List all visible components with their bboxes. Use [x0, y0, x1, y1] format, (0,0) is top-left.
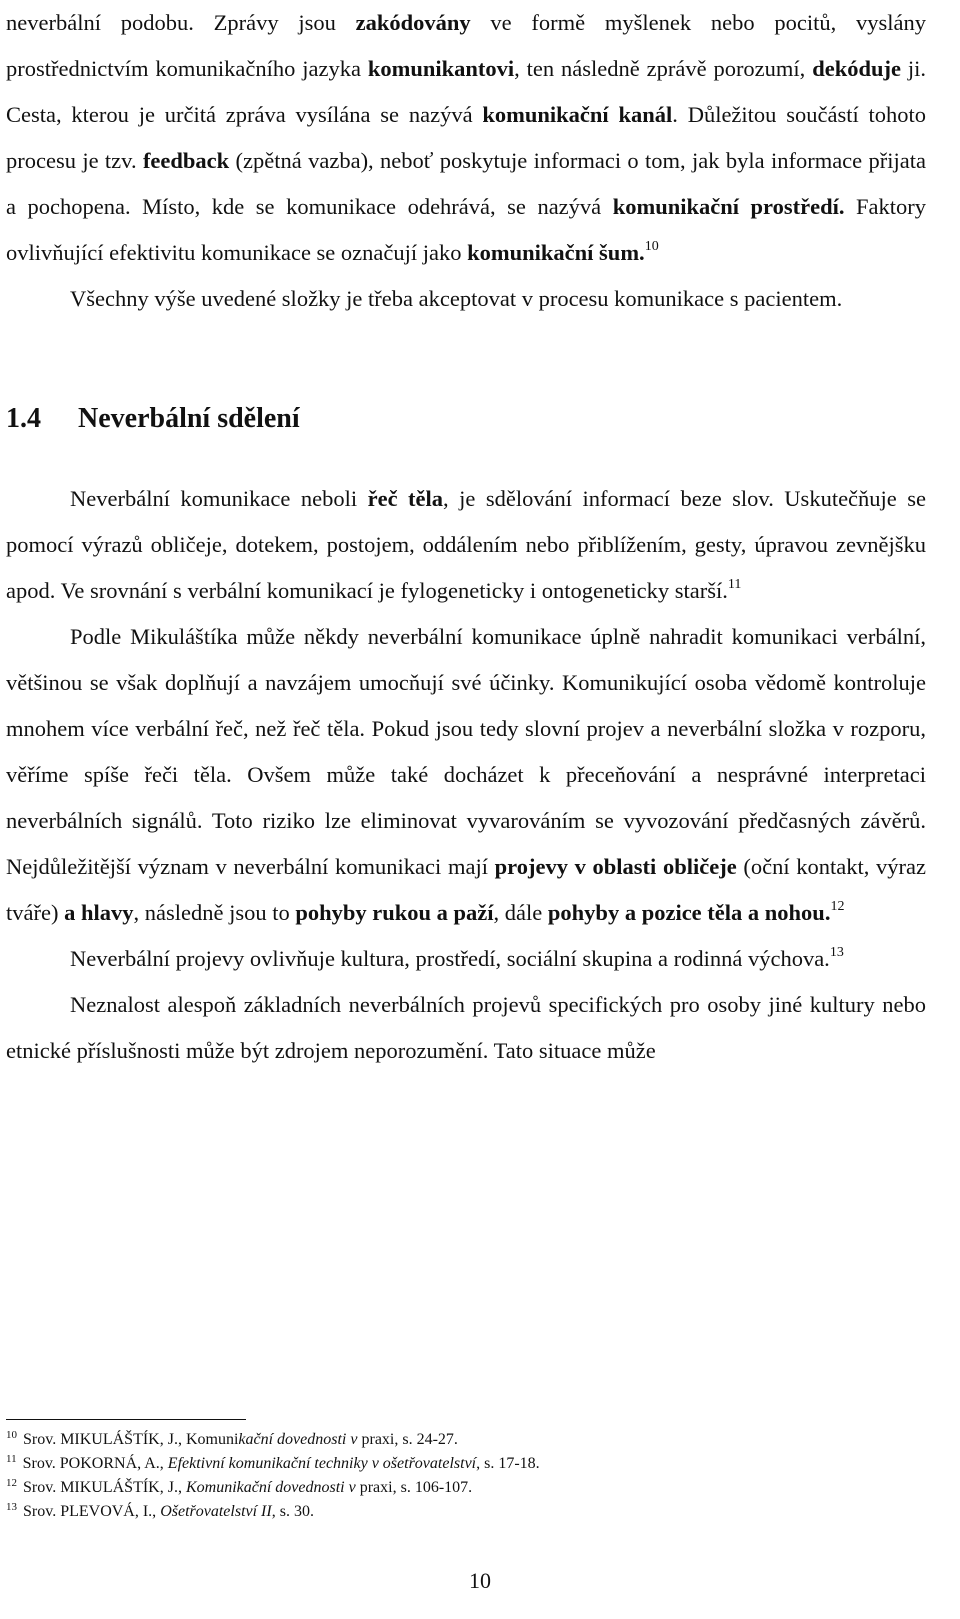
- paragraph-mikulastik: [6, 614, 926, 936]
- page-number: 10: [469, 1568, 491, 1593]
- bold-term: komunikační šum.: [467, 240, 645, 265]
- footnotes: [6, 1428, 926, 1524]
- section-title: Neverbální sdělení: [78, 403, 300, 434]
- bold-term: projevy v oblasti obličeje: [494, 854, 737, 879]
- footnote-number: 12: [6, 1477, 17, 1489]
- footnote-title: Efektivní komunikační techniky v ošetřovatelství: [167, 1455, 477, 1472]
- text-run: (zpětná vazba), neboť poskytuje informaci o tom, jak byla informace přijata a pochopena. Místo, kde se komunikace odehrává, se nazývá: [6, 148, 926, 219]
- bold-term: komunikační prostředí.: [612, 194, 845, 219]
- footnote-ref[interactable]: 10: [644, 239, 659, 254]
- text-run: , dále: [493, 900, 548, 925]
- footnote-11: [6, 1452, 926, 1476]
- footnote-separator: [6, 1419, 246, 1420]
- bold-term: pohyby a pozice těla a nohou.: [547, 900, 831, 925]
- footnote-text: Srov. MIKULÁŠTÍK, J., Komuni: [23, 1431, 239, 1448]
- text-run: , je sdělování informací beze slov. Uskutečňuje se pomocí výrazů obličeje, dotekem, postojem, oddálením nebo přiblížením, gesty, úpravou zevnějšku apod. Ve srovnání s verbální komunikací je fylogeneticky i ontogeneticky starší.: [6, 486, 926, 603]
- footnote-number: 10: [6, 1429, 17, 1441]
- text-run: neverbální podobu. Zprávy jsou: [6, 10, 356, 35]
- text-run: Neverbální komunikace neboli: [70, 486, 368, 511]
- footnote-text: praxi, s. 24-27.: [357, 1431, 458, 1448]
- footnote-12: [6, 1476, 926, 1500]
- footnote-text: praxi, s. 106-107.: [355, 1479, 473, 1496]
- text-run: . Důležitou součástí tohoto procesu je tzv.: [6, 102, 927, 173]
- paragraph-components: [6, 276, 926, 322]
- text-run: Podle Mikuláštíka může někdy neverbální komunikace úplně nahradit komunikaci verbální, většinou se však doplňují a navzájem umocňují své účinky. Komunikující osoba vědomě kontroluje mnohem více verbální řeč, než řeč těla. Pokud jsou tedy slovní projev a neverbální složka v rozporu, věříme spíše řeči těla. Ovšem může také docházet k přeceňování a nesprávné interpretaci neverbálních signálů. Toto riziko lze eliminovat vyvarováním se vyvozování předčasných závěrů. Nejdůležitější význam v neverbální komunikaci mají: [6, 624, 926, 879]
- footnote-text: Srov. POKORNÁ, A.,: [22, 1455, 168, 1472]
- bold-term: řeč těla: [367, 486, 444, 511]
- footnote-text: , s. 17-18.: [476, 1455, 540, 1472]
- document-page: [6, 0, 926, 1074]
- paragraph-ignorance: [6, 982, 926, 1074]
- footnote-text: , s. 30.: [271, 1503, 314, 1520]
- text-run: Všechny výše uvedené složky je třeba akceptovat v procesu komunikace s pacientem.: [70, 286, 843, 311]
- text-run: ji. Cesta, kterou je určitá zpráva vysílána se nazývá: [6, 56, 926, 127]
- text-run: Faktory ovlivňující efektivitu komunikace se označují jako: [6, 194, 926, 265]
- bold-term: a hlavy: [64, 900, 134, 925]
- footnote-13: [6, 1500, 926, 1524]
- footnote-number: 13: [6, 1501, 17, 1513]
- text-run: Neznalost alespoň základních neverbálních projevů specifických pro osoby jiné kultury nebo etnické příslušnosti může být zdrojem neporozumění. Tato situace může: [6, 992, 926, 1063]
- text-run: , ten následně zprávě porozumí,: [514, 56, 813, 81]
- paragraph-communication-process: [6, 0, 926, 276]
- text-run: , následně jsou to: [133, 900, 296, 925]
- section-number: 1.4: [6, 403, 41, 434]
- footnote-ref[interactable]: 11: [727, 577, 742, 592]
- bold-term: komunikační kanál: [482, 102, 673, 127]
- footnote-ref[interactable]: 12: [830, 899, 845, 914]
- paragraph-body-language: [6, 476, 926, 614]
- text-run: ve formě myšlenek nebo pocitů, vyslány prostřednictvím komunikačního jazyka: [6, 10, 926, 81]
- paragraph-culture: [6, 936, 926, 982]
- bold-term: pohyby rukou a paží: [295, 900, 494, 925]
- section-heading: [6, 396, 926, 442]
- footnote-title: kační dovednosti v: [238, 1431, 358, 1448]
- footnote-title: Komunikační dovednosti v: [185, 1479, 356, 1496]
- bold-term: feedback: [142, 148, 230, 173]
- text-run: (oční kontakt, výraz tváře): [6, 854, 927, 925]
- footnote-number: 11: [6, 1453, 17, 1465]
- bold-term: zakódovány: [355, 10, 471, 35]
- footnote-text: Srov. PLEVOVÁ, I.,: [23, 1503, 161, 1520]
- bold-term: komunikantovi: [367, 56, 515, 81]
- footnote-title: Ošetřovatelství II: [160, 1503, 272, 1520]
- footnote-text: Srov. MIKULÁŠTÍK, J.,: [23, 1479, 186, 1496]
- bold-term: dekóduje: [812, 56, 901, 81]
- text-run: Neverbální projevy ovlivňuje kultura, prostředí, sociální skupina a rodinná výchova.: [70, 946, 830, 971]
- footnote-10: [6, 1428, 926, 1452]
- footnote-ref[interactable]: 13: [829, 945, 844, 960]
